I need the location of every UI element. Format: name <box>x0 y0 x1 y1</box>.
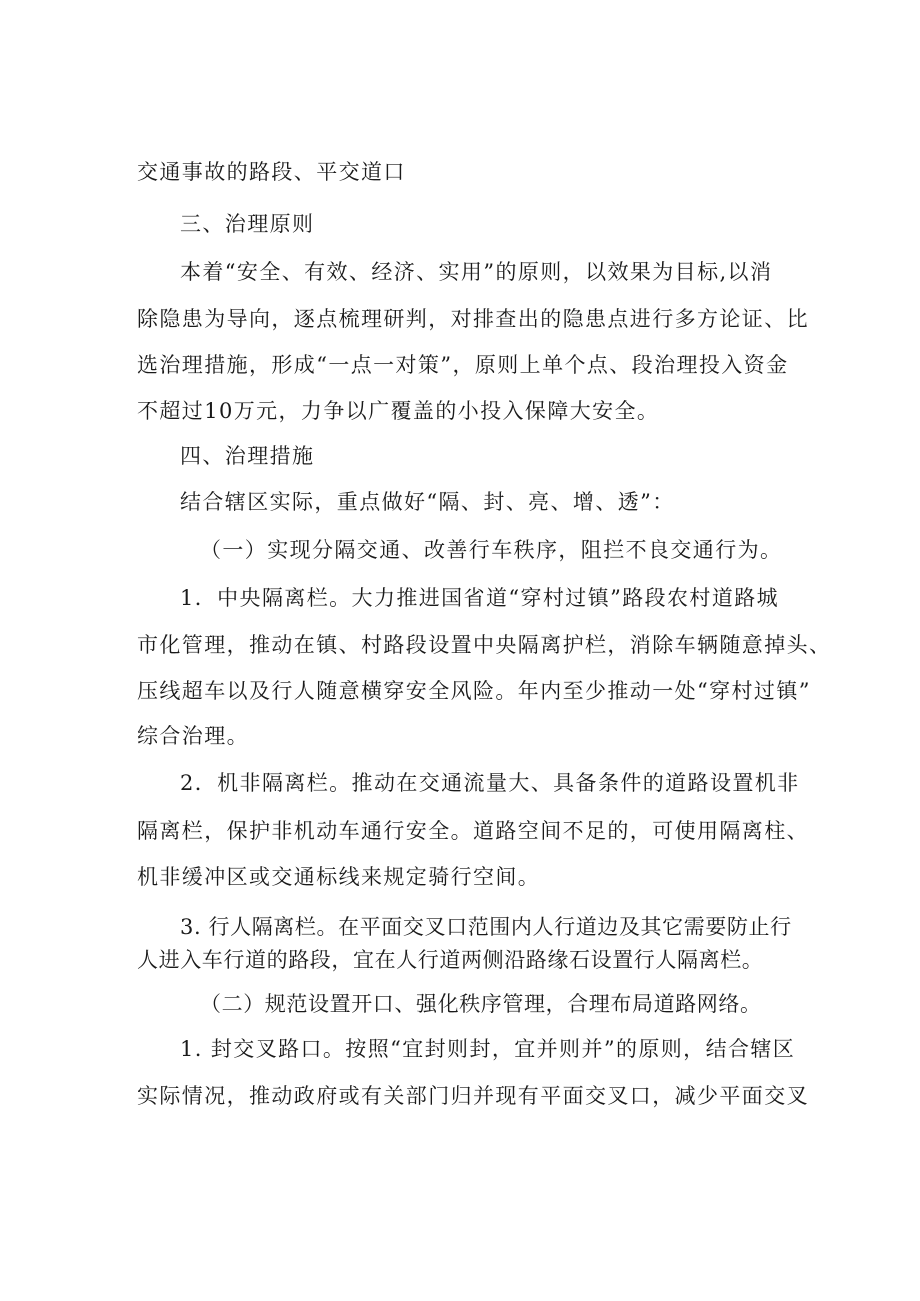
subsection-heading: （二）规范设置开口、强化秩序管理，合理布局道路网络。 <box>200 992 762 1016</box>
section-heading: 三、治理原则 <box>180 212 315 236</box>
text-line: 压线超车以及行人随意横穿安全风险。年内至少推动一处“穿村过镇” <box>137 679 811 703</box>
text-line: 实际情况，推动政府或有关部门归并现有平面交叉口，减少平面交叉 <box>137 1084 809 1108</box>
text-line: 综合治理。 <box>137 724 249 748</box>
text-line: 机非缓冲区或交通标线来规定骑行空间。 <box>137 865 541 889</box>
text-line: 除隐患为导向，逐点梳理研判，对排查出的隐患点进行多方论证、比 <box>137 307 809 331</box>
text-line: 1．中央隔离栏。大力推进国省道“穿村过镇”路段农村道路城 <box>180 586 780 610</box>
text-line: 本着“安全、有效、经济、实用”的原则，以效果为目标,以消 <box>180 260 773 284</box>
text-line: 交通事故的路段、平交道口 <box>137 160 406 184</box>
text-line: 结合辖区实际，重点做好“隔、封、亮、增、透”： <box>180 490 675 514</box>
text-line: 1. 封交叉路口。按照“宜封则封，宜并则并”的原则，结合辖区 <box>180 1037 796 1061</box>
text-line: 不超过10万元，力争以广覆盖的小投入保障大安全。 <box>137 399 660 423</box>
text-line: 人进入车行道的路段，宜在人行道两侧沿路缘石设置行人隔离栏。 <box>137 948 764 972</box>
text-line: 3. 行人隔离栏。在平面交叉口范围内人行道边及其它需要防止行 <box>180 915 792 939</box>
text-line: 选治理措施，形成“一点一对策”，原则上单个点、段治理投入资金 <box>137 353 789 377</box>
text-line: 市化管理，推动在镇、村路段设置中央隔离护栏，消除车辆随意掉头、 <box>137 633 832 657</box>
section-heading: 四、治理措施 <box>180 444 315 468</box>
subsection-heading: （一）实现分隔交通、改善行车秩序，阻拦不良交通行为。 <box>200 538 783 562</box>
text-line: 2．机非隔离栏。推动在交通流量大、具备条件的道路设置机非 <box>180 771 800 795</box>
text-line: 隔离栏，保护非机动车通行安全。道路空间不足的，可使用隔离柱、 <box>137 819 809 843</box>
